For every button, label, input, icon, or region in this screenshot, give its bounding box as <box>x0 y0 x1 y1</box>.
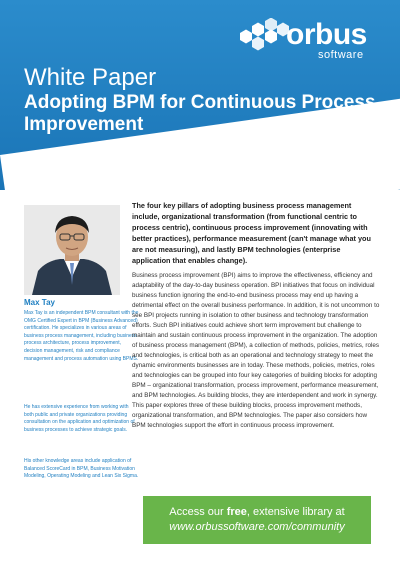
banner-text-pre: Access our <box>169 506 227 518</box>
document-code: WP0110 <box>24 164 74 179</box>
author-bio-paragraph-2: He has extensive experience from working with both public and private organizations providing consultation on the application and optimization of business processes to achieve strategic goals. <box>24 404 135 433</box>
banner-text-bold: free <box>226 506 247 518</box>
document-date: October 2013 <box>92 164 171 179</box>
header-band <box>0 0 400 190</box>
page-title: Adopting BPM for Continuous Process Improvement <box>24 92 376 135</box>
brand-subtext: software <box>318 49 364 61</box>
document-type: White Paper <box>24 64 157 91</box>
body-paragraph: Business process improvement (BPI) aims to improve the effectiveness, efficiency and adaptability of the day-to-day business operation. BPI initiatives that focus on individual business function ignoring the end-to-end business process may end up having a detrimental effect on the overall business performance. In addition, it is not uncommon to see BPI projects running in isolation to other business and technology transformation efforts. Such BPI initiatives could achieve short term improvement but challenge to maintain and sustain continuous process improvement in the organization. The adoption of business process management (BPM), a collection of methods, policies, metrics, roles and technologies, is critical both as an operational and technology strategy to meet the dynamic environments businesses are in today. These methods, policies, metrics, roles and technologies can be grouped into four key categories of building blocks for adopting BPM – organizational transformation, process improvement, performance measurement, and BPM technologies. As building blocks, they are interdependent and work in synergy. This paper explores three of these building blocks, process improvement methods, organizational transformation, and BPM technologies. The paper also considers how BPM technologies support the effort in continuous process improvement. <box>132 272 380 429</box>
author-bio-paragraph-1: Max Tay is an independent BPM consultant with the OMG Certified Expert in BPM (Business Advanced) certification. He specializes in various areas of business process management, including business process architecture, process improvement, decision management, risk and compliance management and process automation using BPMS. <box>24 310 139 362</box>
meta-separator <box>82 165 83 178</box>
banner-text-post: , extensive library at <box>246 506 345 518</box>
author-bio-paragraph-3: His other knowledge areas include application of Balanced ScoreCard in BPM, Business Motivation Modeling, Operating Modeling and Lean Six Sigma. <box>24 458 139 480</box>
author-portrait-icon <box>24 205 120 295</box>
banner-line-1 <box>169 505 344 520</box>
document-meta <box>24 164 171 182</box>
author-name: Max Tay <box>24 298 55 307</box>
brand-wordmark: orbus <box>286 18 367 51</box>
banner-url-link[interactable]: www.orbussoftware.com/community <box>169 521 345 533</box>
community-banner[interactable] <box>143 496 371 544</box>
lead-paragraph: The four key pillars of adopting business process management include, organizational transformation (from functional centric to process centric), continuous process improvement (innovating with better practices), performance measurement (can't manage what you are not measuring), and lastly BPM technologies (enterprise application that enables change). <box>132 201 371 265</box>
